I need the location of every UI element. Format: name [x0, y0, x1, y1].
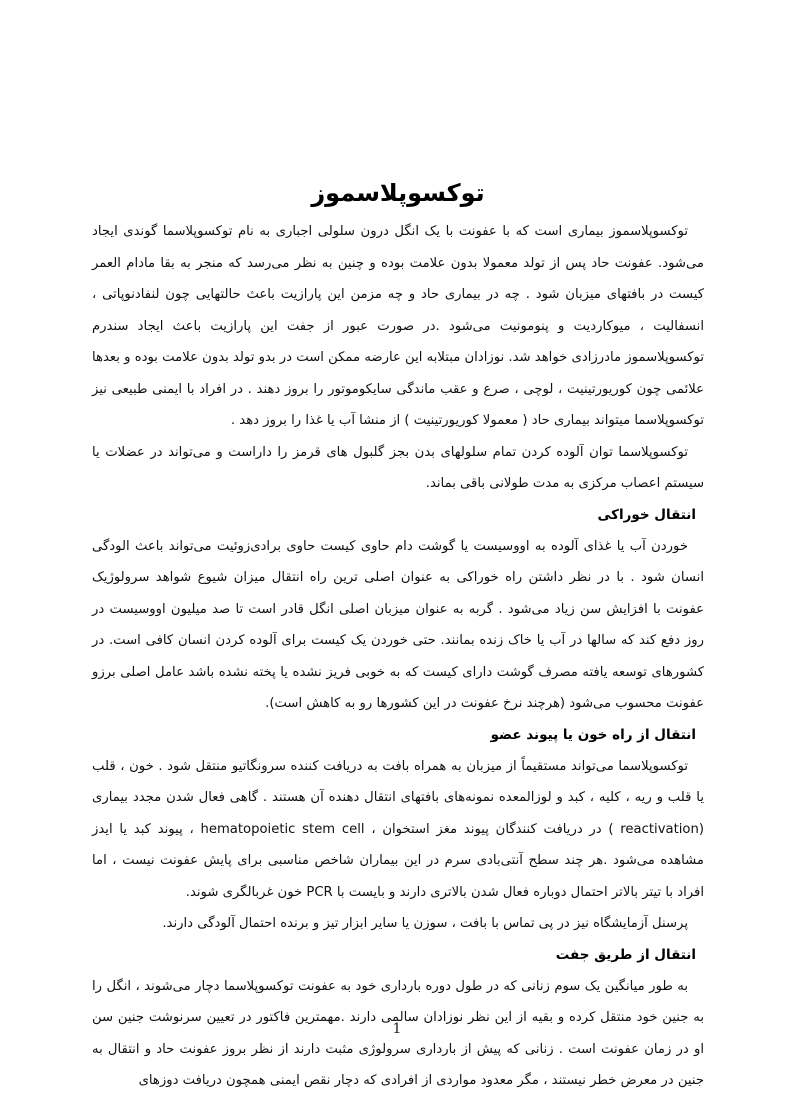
paragraph-introduction: توکسوپلاسموز بیماری است که با عفونت با یک انگل درون سلولی اجباری به نام توکسوپلاسما گوندی ایجاد می‌شود. عفونت حاد پس از تولد معمولا بدون علامت بوده و چنین به نظر می‌رسد که منجر به بقا مادام العمر کیست در بافتهای میزبان شود . چه در بیماری حاد و چه مزمن این پارازیت باعث حالتهایی چون لنفادنوپاتی ، انسفالیت ، میوکاردیت و پنومونیت می‌شود .در صورت عبور از جفت این پارازیت باعث ایجاد سندرم توکسوپلاسموز مادرزادی خواهد شد. نوزادان مبتلابه این عارضه ممکن است در بدو تولد بدون علامت بوده و بعدها علائمی چون کوریورتینیت ، لوچی ، صرع و عقب ماندگی سایکوموتور را بروز دهند . در افراد با ایمنی طبیعی نیز توکسوپلاسما میتواند بیماری حاد ( معمولا کوریورتینیت ) از منشا آب یا غذا را بروز دهد . — [92, 224, 704, 428]
section-heading-blood-transplant: انتقال از راه خون یا پیوند عضو — [490, 726, 696, 743]
paragraph-placental-transmission: به طور میانگین یک سوم زنانی که در طول دوره بارداری خود به عفونت توکسوپلاسما دچار می‌شوند ، انگل را به جنین خود منتقل کرده و بقیه از این نظر نوزادان سالمی دارند .مهمترین فاکتور در تعیین سرنوشت جنین سن او در زمان عفونت است . زنانی که پیش از بارداری سرولوژی مثبت دارند از نظر بروز عفونت حاد و انتقال به جنین در معرض خطر نیستند ، مگر معدود مواردی از افرادی که دچار نقص ایمنی همچون دریافت دوزهای — [92, 978, 704, 1088]
paragraph-oral-transmission: خوردن آب یا غذای آلوده به اووسیست یا گوشت دام حاوی کیست حاوی برادی‌زوئیت می‌تواند باعث الودگی انسان شود . با در نظر داشتن راه خوراکی به عنوان اصلی ترین راه انتقال میزان شیوع شواهد سرولوژیک عفونت با افزایش سن زیاد می‌شود . گربه به عنوان میزبان اصلی انگل قادر است تا صد میلیون اووسیست در روز دفع کند که سالها در آب یا خاک زنده بمانند. حتی خوردن یک کیست برای آلوده کردن انسان کافی است. در کشورهای توسعه یافته مصرف گوشت دارای کیست که به خوبی فریز نشده یا پخته نشده باشد عامل اصلی برزو عفونت محسوب می‌شود (هرچند نرخ عفونت در این کشورها رو به کاهش است). — [92, 538, 704, 711]
section-heading-oral-transmission: انتقال خوراکی — [597, 506, 696, 523]
page-number: 1 — [392, 1021, 402, 1037]
paragraph-blood-transplant: توکسوپلاسما می‌تواند مستقیماً از میزبان به همراه بافت به دریافت کننده سرونگاتیو منتقل شود . خون ، قلب یا قلب و ریه ، کلیه ، کبد و لوزالمعده نمونه‌های بافتهای انتقال دهنده آن هستند . گاهی فعال شدن مجدد بیماری (reactivation ) در دریافت کنندگان پیوند مغز استخوان ، hematopoietic stem cell ، پیوند کبد یا ایدز مشاهده می‌شود .هر چند سطح آنتی‌بادی سرم در این بیماران شاخص مناسبی برای پایش عفونت نیست ، اما افراد با تیتر بالاتر احتمال دوباره فعال شدن بالاتری دارند و بایست با PCR خون غربالگری شوند. — [92, 758, 704, 900]
page-title: توکسوپلاسموز — [311, 179, 485, 207]
paragraph-cell-infection: توکسوپلاسما توان آلوده کردن تمام سلولهای بدن بجز گلبول های قرمز را داراست و می‌تواند در عضلات یا سیستم اعصاب مرکزی به مدت طولانی باقی بماند. — [92, 444, 704, 491]
paragraph-lab-personnel: پرسنل آزمایشگاه نیز در پی تماس با بافت ، سوزن یا سایر ابزار تیز و برنده احتمال آلودگی دارند. — [162, 916, 688, 931]
section-heading-placental-transmission: انتقال از طریق جفت — [555, 946, 696, 963]
document-body — [92, 176, 704, 1097]
